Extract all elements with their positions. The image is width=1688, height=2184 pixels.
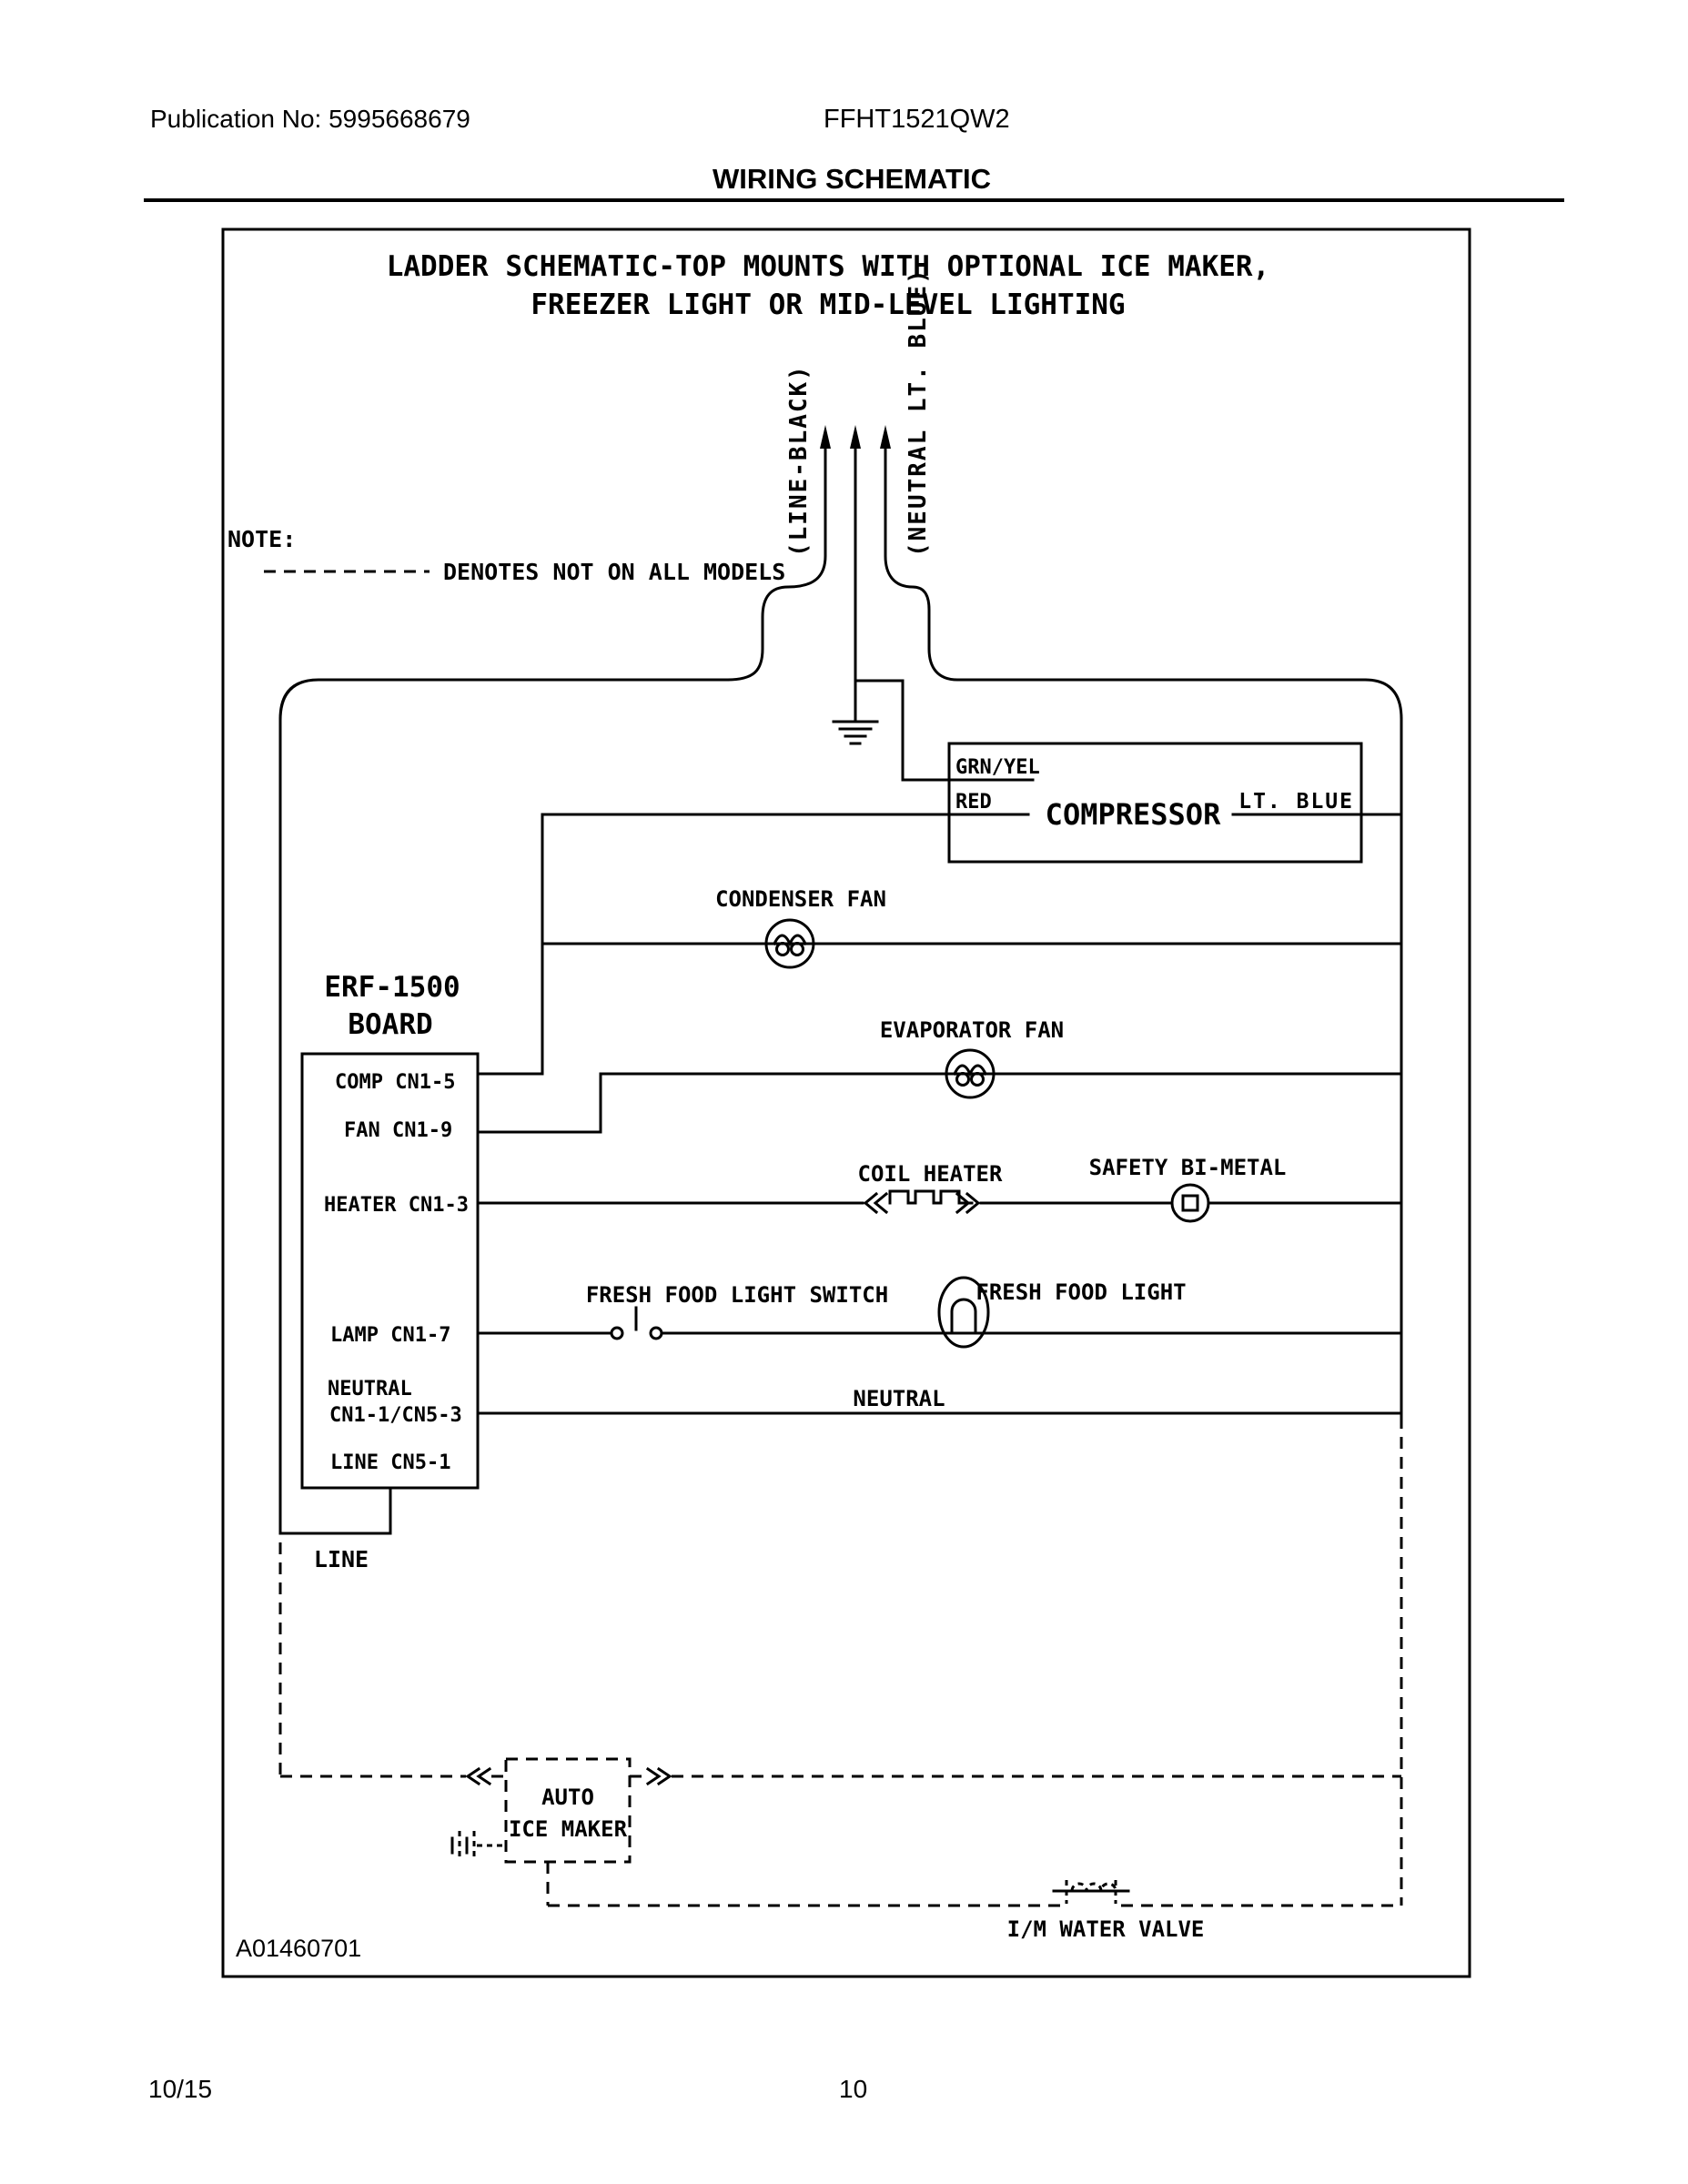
page-title: WIRING SCHEMATIC — [713, 163, 991, 195]
condenser-fan-motor-icon — [766, 920, 814, 967]
safety-bi-metal-label: SAFETY BI-METAL — [1088, 1155, 1287, 1180]
connector-chevrons-right-icon — [648, 1769, 670, 1784]
schematic-title-line2: FREEZER LIGHT OR MID-LEVEL LIGHTING — [531, 288, 1126, 321]
compressor-red-label: RED — [955, 791, 992, 814]
board-connector-label: FAN CN1-9 — [344, 1119, 453, 1142]
evaporator-fan-motor-icon — [946, 1050, 994, 1097]
fan-cn1-9-stub — [478, 1074, 601, 1132]
board-connector-label: LAMP CN1-7 — [330, 1324, 451, 1347]
fresh-food-light-label: FRESH FOOD LIGHT — [975, 1279, 1187, 1305]
fresh-food-light-switch-label: FRESH FOOD LIGHT SWITCH — [585, 1282, 889, 1308]
board-connector-label: NEUTRAL — [328, 1378, 412, 1400]
evaporator-fan-label: EVAPORATOR FAN — [879, 1017, 1065, 1043]
header-rule — [144, 198, 1564, 202]
publication-number: Publication No: 5995668679 — [150, 105, 470, 133]
ice-maker-label-line1: AUTO — [541, 1785, 594, 1810]
note-text: DENOTES NOT ON ALL MODELS — [443, 559, 786, 585]
light-bulb-icon — [939, 1278, 988, 1347]
top-rail-left — [280, 680, 728, 719]
compressor-grn-yel-label: GRN/YEL — [955, 756, 1040, 779]
line-label: LINE — [313, 1546, 369, 1572]
top-rail-right-corner — [1365, 680, 1401, 719]
line-cn5-1-stub — [280, 1488, 390, 1533]
board-connector-label: COMP CN1-5 — [335, 1071, 456, 1094]
neutral-lt-blue-wire — [885, 446, 1365, 680]
neutral-lt-blue-wire-label: (NEUTRAL LT. BLUE) — [905, 268, 932, 557]
ice-maker-label-line2: ICE MAKER — [508, 1816, 628, 1842]
im-water-valve-label: I/M WATER VALVE — [1006, 1916, 1205, 1942]
safety-bi-metal-icon — [1172, 1185, 1208, 1221]
board-connector-label: HEATER CN1-3 — [324, 1194, 469, 1217]
compressor-label: COMPRESSOR — [1045, 797, 1221, 832]
light-switch-icon — [612, 1308, 662, 1339]
ice-maker-plug-icon — [452, 1831, 504, 1860]
model-number: FFHT1521QW2 — [824, 105, 1010, 134]
board-name-line2: BOARD — [348, 1008, 433, 1041]
neutral-label: NEUTRAL — [853, 1386, 945, 1411]
board-name-line1: ERF-1500 — [324, 971, 460, 1004]
line-arrow-icon — [820, 425, 831, 449]
line-black-wire-label: (LINE-BLACK) — [785, 364, 813, 557]
footer-page-number: 10 — [839, 2075, 868, 2103]
board-connector-label: CN1-1/CN5-3 — [329, 1404, 462, 1427]
connector-chevrons-left-icon — [468, 1769, 490, 1784]
board-connector-label: LINE CN5-1 — [330, 1451, 451, 1474]
condenser-fan-label: CONDENSER FAN — [715, 886, 886, 912]
compressor-lt-blue-label: LT. BLUE — [1238, 790, 1354, 814]
water-valve-coil-icon — [1054, 1880, 1128, 1904]
note-label: NOTE: — [227, 526, 297, 552]
coil-heater-label: COIL HEATER — [857, 1161, 1003, 1187]
ice-maker-box — [506, 1759, 630, 1862]
ground-arrow-icon — [850, 425, 861, 449]
schematic-title-line1: LADDER SCHEMATIC-TOP MOUNTS WITH OPTIONAL ICE MAKER, — [386, 250, 1270, 283]
ground-symbol-icon — [834, 722, 877, 743]
coil-heater-icon — [865, 1191, 978, 1212]
drawing-number: A01460701 — [236, 1935, 362, 1962]
neutral-arrow-icon — [880, 425, 891, 449]
footer-date: 10/15 — [148, 2075, 213, 2103]
diagram-border — [223, 229, 1470, 1977]
